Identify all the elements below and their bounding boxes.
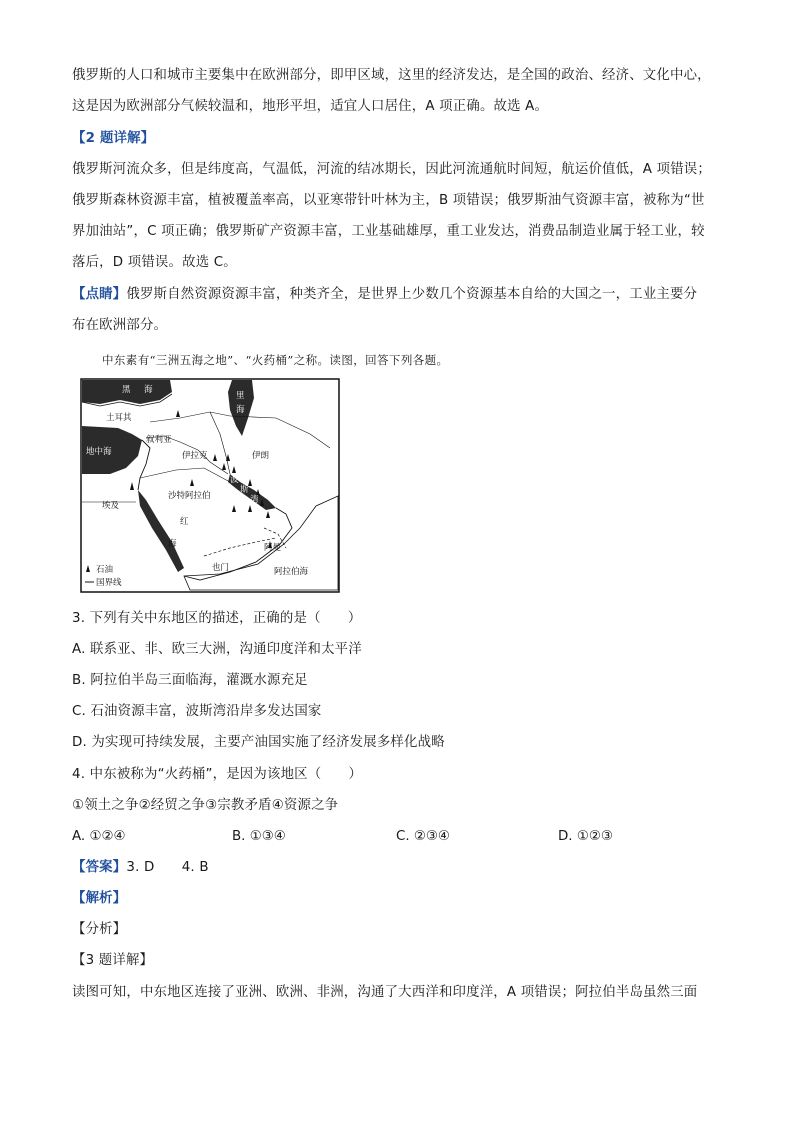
answer-text: 3. D 4. B: [126, 860, 209, 875]
legend-border-label: 国界线: [96, 578, 122, 588]
q4-option: A. ①②④: [72, 829, 126, 844]
q3-option: D. 为实现可持续发展，主要产油国实施了经济发展多样化战略: [72, 735, 445, 750]
answer-label: 【答案】: [72, 860, 127, 875]
legend-oil-label: 石油: [96, 565, 114, 575]
paragraph-line: 俄罗斯森林资源丰富，植被覆盖率高，以亚寒带针叶林为主，B 项错误；俄罗斯油气资源丰富，被称为“世: [72, 193, 705, 208]
q2-heading: 【2 题详解】: [72, 131, 155, 146]
map-label: 土耳其: [106, 413, 132, 423]
answer-line: [72, 858, 724, 878]
map-label: 伊朗: [252, 451, 270, 461]
q4-option: B. ①③④: [232, 829, 286, 844]
dianjing-line: [72, 285, 724, 305]
paragraph-line: 落后，D 项错误。故选 C。: [72, 255, 237, 270]
q4-stem: 4. 中东被称为“火药桶”，是因为该地区（ ）: [72, 767, 363, 782]
q4-items: ①领土之争②经贸之争③宗教矛盾④资源之争: [72, 798, 339, 813]
q3-heading: 【3 题详解】: [72, 953, 154, 968]
map-label: 黑: [122, 385, 131, 395]
dianjing-text: 俄罗斯自然资源资源丰富，种类齐全，是世界上少数几个资源基本自给的大国之一，工业主要分: [126, 287, 698, 302]
paragraph-line: 布在欧洲部分。: [72, 318, 168, 333]
fenxi-label: 【分析】: [72, 922, 127, 937]
map-label: 阿拉伯海: [274, 567, 309, 577]
map-caption: 中东素有“三洲五海之地”、“火药桶”之称。读图，回答下列各题。: [102, 353, 449, 367]
map-label: 里: [236, 391, 245, 401]
paragraph-line: 俄罗斯的人口和城市主要集中在欧洲部分，即甲区域，这里的经济发达，是全国的政治、经济、文化中心，: [72, 68, 711, 83]
map-label: 海: [236, 405, 245, 415]
map-label: 海: [168, 539, 177, 549]
q3-option: A. 联系亚、非、欧三大洲，沟通印度洋和太平洋: [72, 642, 362, 657]
map-label: 波: [230, 475, 239, 485]
map-label: 海: [144, 385, 153, 395]
q3-option: C. 石油资源丰富，波斯湾沿岸多发达国家: [72, 704, 322, 719]
map-label: 斯: [240, 485, 249, 495]
map-label: 叙利亚: [146, 435, 172, 445]
paragraph-line: 界加油站”，C 项正确；俄罗斯矿产资源丰富，工业基础雄厚，重工业发达，消费品制造业属于轻工业，较: [72, 224, 705, 239]
analysis-label: 【解析】: [72, 891, 127, 906]
paragraph-line: 俄罗斯河流众多，但是纬度高，气温低，河流的结冰期长，因此河流通航时间短，航运价值低，A 项错误；: [72, 162, 711, 177]
q3-option: B. 阿拉伯半岛三面临海，灌溉水源充足: [72, 673, 308, 688]
q4-option: D. ①②③: [558, 829, 613, 844]
q4-option: C. ②③④: [396, 829, 450, 844]
q3-stem: 3. 下列有关中东地区的描述，正确的是（ ）: [72, 611, 362, 626]
dianjing-label: 【点睛】: [72, 287, 127, 302]
paragraph-line: 读图可知，中东地区连接了亚洲、欧洲、非洲，沟通了大西洋和印度洋，A 项错误；阿拉伯半岛虽然三面: [72, 985, 698, 1000]
map-label: 沙特阿拉伯: [168, 491, 211, 501]
map-label: 也门: [212, 563, 230, 573]
map-label: 红: [180, 517, 189, 527]
map-label: 地中海: [86, 447, 112, 457]
map-label: 湾: [250, 495, 259, 505]
map-label: 伊拉克: [182, 451, 208, 461]
paragraph-line: 这是因为欧洲部分气候较温和，地形平坦，适宜人口居住，A 项正确。故选 A。: [72, 99, 549, 114]
map-label: 阿曼: [264, 543, 282, 553]
middle-east-map: [80, 378, 340, 593]
map-label: 埃及: [102, 501, 120, 511]
